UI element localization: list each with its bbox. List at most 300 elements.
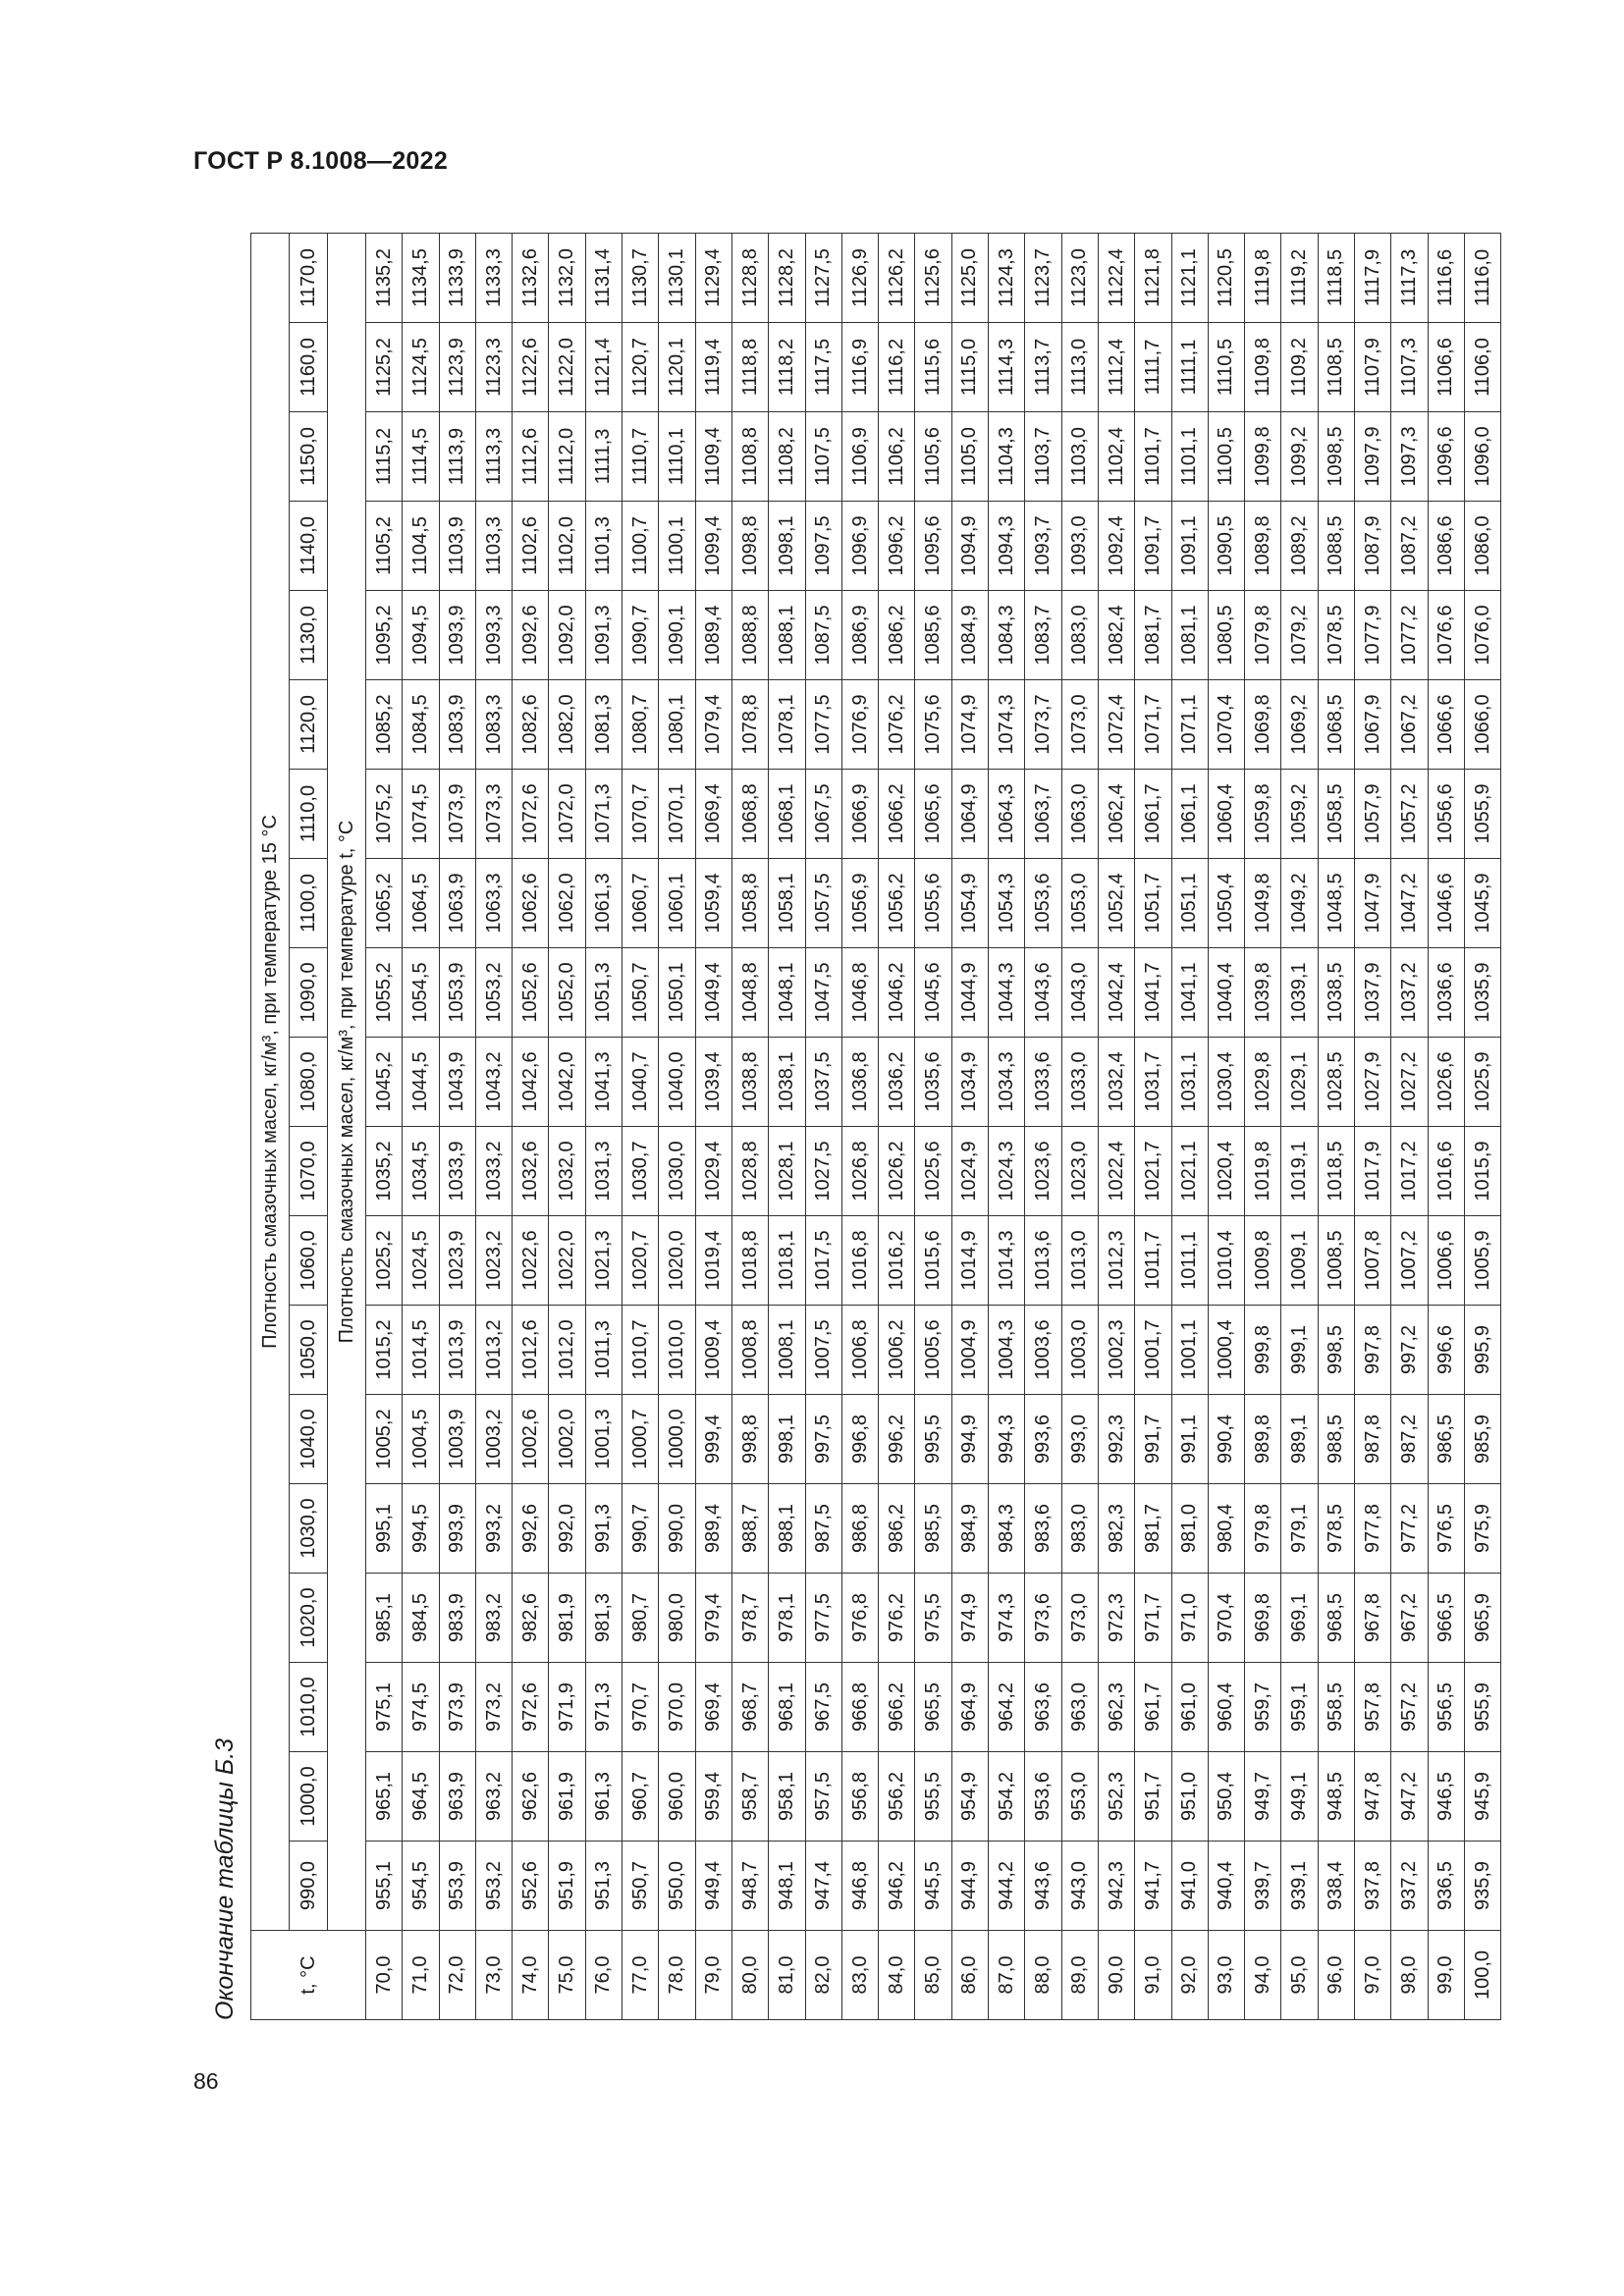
density-cell: 1002,0 — [549, 1395, 585, 1484]
density-cell: 975,9 — [1464, 1484, 1500, 1574]
density-cell: 1029,8 — [1245, 1038, 1281, 1127]
density-cell: 1072,0 — [549, 770, 585, 859]
density-cell: 1004,9 — [951, 1306, 988, 1395]
density-cell: 1055,2 — [366, 948, 403, 1038]
density-cell: 1076,9 — [841, 680, 878, 770]
density-cell: 1091,7 — [1135, 502, 1171, 591]
density-cell: 1036,2 — [879, 1038, 915, 1127]
density-cell: 947,4 — [805, 1842, 841, 1931]
density-cell: 986,8 — [841, 1484, 878, 1574]
density-cell: 1053,2 — [475, 948, 512, 1038]
density-cell: 1070,1 — [659, 770, 695, 859]
density-cell: 1003,2 — [475, 1395, 512, 1484]
density-cell: 992,3 — [1098, 1395, 1134, 1484]
density-cell: 987,2 — [1391, 1395, 1428, 1484]
density-cell: 1060,7 — [623, 859, 659, 948]
density-cell: 983,0 — [1061, 1484, 1098, 1574]
density-cell: 1053,9 — [439, 948, 475, 1038]
density-cell: 1016,8 — [841, 1216, 878, 1306]
density-cell: 999,4 — [695, 1395, 731, 1484]
density-cell: 1052,6 — [513, 948, 549, 1038]
density-cell: 1064,9 — [951, 770, 988, 859]
density-cell: 1090,7 — [623, 591, 659, 680]
density-cell: 1123,7 — [1025, 234, 1061, 323]
density-cell: 1044,5 — [403, 1038, 439, 1127]
density-cell: 1004,3 — [989, 1306, 1025, 1395]
density-cell: 968,1 — [769, 1663, 805, 1752]
density-cell: 1091,3 — [585, 591, 622, 680]
density-cell: 1119,8 — [1245, 234, 1281, 323]
density-cell: 1088,8 — [731, 591, 768, 680]
density-cell: 1064,3 — [989, 770, 1025, 859]
density-cell: 1112,0 — [549, 412, 585, 502]
density-cell: 1028,1 — [769, 1127, 805, 1216]
density-cell: 1066,6 — [1428, 680, 1464, 770]
density-cell: 1048,1 — [769, 948, 805, 1038]
density-cell: 1042,4 — [1098, 948, 1134, 1038]
density-cell: 982,6 — [513, 1574, 549, 1663]
table-row — [1245, 234, 1281, 2020]
density-cell: 985,1 — [366, 1574, 403, 1663]
density-cell: 1031,3 — [585, 1127, 622, 1216]
density-cell: 1128,2 — [769, 234, 805, 323]
density-cell: 1119,2 — [1281, 234, 1318, 323]
density-cell: 1112,4 — [1098, 323, 1134, 412]
density-cell: 1013,6 — [1025, 1216, 1061, 1306]
density-cell: 1113,3 — [475, 412, 512, 502]
density-cell: 1069,8 — [1245, 680, 1281, 770]
density-cell: 988,1 — [769, 1484, 805, 1574]
density-cell: 1006,2 — [879, 1306, 915, 1395]
density-cell: 1067,2 — [1391, 680, 1428, 770]
table-row — [1098, 234, 1134, 2020]
density-cell: 1078,5 — [1318, 591, 1354, 680]
density-cell: 1038,5 — [1318, 948, 1354, 1038]
density-cell: 1020,4 — [1208, 1127, 1244, 1216]
density-cell: 1109,8 — [1245, 323, 1281, 412]
density-cell: 969,4 — [695, 1663, 731, 1752]
density-cell: 1000,4 — [1208, 1306, 1244, 1395]
density-cell: 995,1 — [366, 1484, 403, 1574]
density-cell: 1088,5 — [1318, 502, 1354, 591]
table-row — [1355, 234, 1391, 2020]
density-cell: 1055,6 — [915, 859, 951, 948]
density-cell: 1104,5 — [403, 502, 439, 591]
density-cell: 1056,6 — [1428, 770, 1464, 859]
density-cell: 956,2 — [879, 1752, 915, 1842]
span-header-top: Плотность смазочных масел, кг/м³, при температуре 15 °С — [251, 234, 290, 1931]
density-cell: 1089,8 — [1245, 502, 1281, 591]
density-cell: 1110,5 — [1208, 323, 1244, 412]
temperature-cell: 90,0 — [1098, 1931, 1134, 2020]
density-cell: 1076,0 — [1464, 591, 1500, 680]
density-cell: 1040,0 — [659, 1038, 695, 1127]
table-row — [841, 234, 878, 2020]
density-cell: 1041,3 — [585, 1038, 622, 1127]
density-cell: 961,0 — [1171, 1663, 1208, 1752]
density-cell: 1110,1 — [659, 412, 695, 502]
density-cell: 1116,9 — [841, 323, 878, 412]
density-column-header: 1050,0 — [290, 1306, 328, 1395]
density-cell: 1013,0 — [1061, 1216, 1098, 1306]
density-cell: 1039,1 — [1281, 948, 1318, 1038]
density-cell: 1048,8 — [731, 948, 768, 1038]
density-cell: 959,7 — [1245, 1663, 1281, 1752]
density-cell: 1062,4 — [1098, 770, 1134, 859]
density-cell: 1075,6 — [915, 680, 951, 770]
density-cell: 1101,3 — [585, 502, 622, 591]
density-cell: 1121,4 — [585, 323, 622, 412]
density-cell: 986,5 — [1428, 1395, 1464, 1484]
density-cell: 1025,6 — [915, 1127, 951, 1216]
density-cell: 1025,9 — [1464, 1038, 1500, 1127]
density-cell: 1116,6 — [1428, 234, 1464, 323]
density-cell: 985,9 — [1464, 1395, 1500, 1484]
density-cell: 964,9 — [951, 1663, 988, 1752]
density-cell: 1133,9 — [439, 234, 475, 323]
density-cell: 1114,5 — [403, 412, 439, 502]
density-cell: 1059,2 — [1281, 770, 1318, 859]
density-cell: 973,9 — [439, 1663, 475, 1752]
temperature-cell: 77,0 — [623, 1931, 659, 2020]
density-cell: 1026,8 — [841, 1127, 878, 1216]
density-cell: 995,9 — [1464, 1306, 1500, 1395]
density-cell: 965,1 — [366, 1752, 403, 1842]
density-cell: 938,4 — [1318, 1842, 1354, 1931]
table-row — [1171, 234, 1208, 2020]
density-cell: 1097,9 — [1355, 412, 1391, 502]
density-cell: 1083,0 — [1061, 591, 1098, 680]
density-cell: 1018,8 — [731, 1216, 768, 1306]
density-cell: 1099,8 — [1245, 412, 1281, 502]
density-cell: 1095,6 — [915, 502, 951, 591]
density-cell: 967,8 — [1355, 1574, 1391, 1663]
density-cell: 1006,8 — [841, 1306, 878, 1395]
density-cell: 1056,9 — [841, 859, 878, 948]
density-cell: 1043,2 — [475, 1038, 512, 1127]
density-cell: 971,0 — [1171, 1574, 1208, 1663]
density-cell: 1049,2 — [1281, 859, 1318, 948]
density-cell: 1008,5 — [1318, 1216, 1354, 1306]
density-cell: 1108,5 — [1318, 323, 1354, 412]
density-cell: 1033,9 — [439, 1127, 475, 1216]
density-cell: 957,2 — [1391, 1663, 1428, 1752]
density-cell: 939,1 — [1281, 1842, 1318, 1931]
temperature-cell: 88,0 — [1025, 1931, 1061, 2020]
density-cell: 1032,6 — [513, 1127, 549, 1216]
density-cell: 1115,6 — [915, 323, 951, 412]
density-cell: 1001,3 — [585, 1395, 622, 1484]
table-row — [1135, 234, 1171, 2020]
density-cell: 975,5 — [915, 1574, 951, 1663]
density-cell: 1019,4 — [695, 1216, 731, 1306]
density-cell: 1123,0 — [1061, 234, 1098, 323]
density-cell: 1028,5 — [1318, 1038, 1354, 1127]
density-cell: 1042,6 — [513, 1038, 549, 1127]
density-cell: 1118,5 — [1318, 234, 1354, 323]
table-caption: Окончание таблицы Б.3 — [211, 1738, 239, 2020]
density-cell: 1097,3 — [1391, 412, 1428, 502]
density-cell: 971,7 — [1135, 1574, 1171, 1663]
density-cell: 993,9 — [439, 1484, 475, 1574]
density-cell: 1082,0 — [549, 680, 585, 770]
density-cell: 1058,8 — [731, 859, 768, 948]
density-cell: 1041,7 — [1135, 948, 1171, 1038]
density-cell: 1065,2 — [366, 859, 403, 948]
table-row — [879, 234, 915, 2020]
density-cell: 1036,8 — [841, 1038, 878, 1127]
density-cell: 1096,2 — [879, 502, 915, 591]
density-cell: 941,7 — [1135, 1842, 1171, 1931]
density-cell: 1034,5 — [403, 1127, 439, 1216]
density-cell: 1109,2 — [1281, 323, 1318, 412]
density-cell: 1040,7 — [623, 1038, 659, 1127]
density-cell: 1011,7 — [1135, 1216, 1171, 1306]
density-cell: 1098,1 — [769, 502, 805, 591]
density-cell: 969,1 — [1281, 1574, 1318, 1663]
density-cell: 1075,2 — [366, 770, 403, 859]
density-cell: 1072,6 — [513, 770, 549, 859]
density-cell: 1102,0 — [549, 502, 585, 591]
density-cell: 1026,2 — [879, 1127, 915, 1216]
density-cell: 1043,0 — [1061, 948, 1098, 1038]
density-cell: 1000,0 — [659, 1395, 695, 1484]
density-cell: 1115,0 — [951, 323, 988, 412]
density-column-header: 1000,0 — [290, 1752, 328, 1842]
page-number: 86 — [193, 2068, 219, 2094]
density-cell: 950,0 — [659, 1842, 695, 1931]
density-cell: 941,0 — [1171, 1842, 1208, 1931]
density-cell: 1079,2 — [1281, 591, 1318, 680]
density-cell: 1080,1 — [659, 680, 695, 770]
density-cell: 1104,3 — [989, 412, 1025, 502]
density-cell: 982,3 — [1098, 1484, 1134, 1574]
density-cell: 1118,2 — [769, 323, 805, 412]
density-cell: 1009,4 — [695, 1306, 731, 1395]
density-cell: 1000,7 — [623, 1395, 659, 1484]
density-cell: 1007,2 — [1391, 1216, 1428, 1306]
density-cell: 1081,7 — [1135, 591, 1171, 680]
density-cell: 963,0 — [1061, 1663, 1098, 1752]
temperature-cell: 100,0 — [1464, 1931, 1500, 2020]
density-cell: 1094,9 — [951, 502, 988, 591]
density-cell: 1113,7 — [1025, 323, 1061, 412]
density-cell: 1132,6 — [513, 234, 549, 323]
density-cell: 1099,4 — [695, 502, 731, 591]
density-cell: 1009,1 — [1281, 1216, 1318, 1306]
density-cell: 1076,2 — [879, 680, 915, 770]
density-cell: 991,7 — [1135, 1395, 1171, 1484]
density-cell: 964,5 — [403, 1752, 439, 1842]
density-cell: 1084,9 — [951, 591, 988, 680]
density-cell: 1120,5 — [1208, 234, 1244, 323]
density-cell: 937,2 — [1391, 1842, 1428, 1931]
density-cell: 1083,7 — [1025, 591, 1061, 680]
density-cell: 944,2 — [989, 1842, 1025, 1931]
density-cell: 1035,9 — [1464, 948, 1500, 1038]
density-cell: 1013,2 — [475, 1306, 512, 1395]
density-cell: 1071,3 — [585, 770, 622, 859]
density-cell: 951,3 — [585, 1842, 622, 1931]
density-cell: 1087,9 — [1355, 502, 1391, 591]
table-row — [769, 234, 805, 2020]
density-cell: 1046,2 — [879, 948, 915, 1038]
density-cell: 1070,4 — [1208, 680, 1244, 770]
density-cell: 1047,2 — [1391, 859, 1428, 948]
density-cell: 1022,6 — [513, 1216, 549, 1306]
temperature-cell: 80,0 — [731, 1931, 768, 2020]
density-cell: 1021,3 — [585, 1216, 622, 1306]
density-cell: 1105,2 — [366, 502, 403, 591]
density-cell: 983,9 — [439, 1574, 475, 1663]
table-row — [659, 234, 695, 2020]
density-cell: 1074,3 — [989, 680, 1025, 770]
table-row — [439, 234, 475, 2020]
table-row — [1318, 234, 1354, 2020]
density-cell: 1100,1 — [659, 502, 695, 591]
density-cell: 1023,6 — [1025, 1127, 1061, 1216]
table-body — [366, 234, 1501, 2020]
density-cell: 1100,7 — [623, 502, 659, 591]
density-cell: 1105,0 — [951, 412, 988, 502]
density-cell: 1067,9 — [1355, 680, 1391, 770]
density-cell: 955,1 — [366, 1842, 403, 1931]
density-cell: 1051,1 — [1171, 859, 1208, 948]
density-cell: 973,6 — [1025, 1574, 1061, 1663]
density-cell: 1003,9 — [439, 1395, 475, 1484]
density-cell: 1098,8 — [731, 502, 768, 591]
density-cell: 1035,2 — [366, 1127, 403, 1216]
density-cell: 1045,6 — [915, 948, 951, 1038]
density-cell: 979,8 — [1245, 1484, 1281, 1574]
density-cell: 1024,3 — [989, 1127, 1025, 1216]
density-cell: 1023,9 — [439, 1216, 475, 1306]
density-cell: 969,8 — [1245, 1574, 1281, 1663]
density-cell: 1089,4 — [695, 591, 731, 680]
density-cell: 1124,3 — [989, 234, 1025, 323]
density-cell: 1061,1 — [1171, 770, 1208, 859]
density-cell: 1101,7 — [1135, 412, 1171, 502]
density-cell: 1021,7 — [1135, 1127, 1171, 1216]
temperature-cell: 94,0 — [1245, 1931, 1281, 2020]
temperature-cell: 86,0 — [951, 1931, 988, 2020]
density-cell: 1081,1 — [1171, 591, 1208, 680]
density-cell: 1015,6 — [915, 1216, 951, 1306]
density-cell: 1016,6 — [1428, 1127, 1464, 1216]
density-cell: 1002,3 — [1098, 1306, 1134, 1395]
density-cell: 972,3 — [1098, 1574, 1134, 1663]
density-cell: 990,4 — [1208, 1395, 1244, 1484]
density-cell: 945,9 — [1464, 1752, 1500, 1842]
density-cell: 949,7 — [1245, 1752, 1281, 1842]
rotated-table-block — [211, 224, 1566, 2020]
density-cell: 1122,4 — [1098, 234, 1134, 323]
density-cell: 1121,1 — [1171, 234, 1208, 323]
density-cell: 946,5 — [1428, 1752, 1464, 1842]
density-cell: 1068,8 — [731, 770, 768, 859]
density-cell: 955,9 — [1464, 1663, 1500, 1752]
density-cell: 1045,9 — [1464, 859, 1500, 948]
density-cell: 1084,5 — [403, 680, 439, 770]
density-cell: 1078,1 — [769, 680, 805, 770]
density-cell: 948,1 — [769, 1842, 805, 1931]
density-cell: 1044,9 — [951, 948, 988, 1038]
density-cell: 1050,7 — [623, 948, 659, 1038]
density-cell: 1018,5 — [1318, 1127, 1354, 1216]
density-cell: 984,3 — [989, 1484, 1025, 1574]
density-cell: 992,0 — [549, 1484, 585, 1574]
density-cell: 959,4 — [695, 1752, 731, 1842]
density-cell: 999,8 — [1245, 1306, 1281, 1395]
density-cell: 943,0 — [1061, 1842, 1098, 1931]
density-cell: 961,3 — [585, 1752, 622, 1842]
density-cell: 1111,1 — [1171, 323, 1208, 412]
density-cell: 1073,3 — [475, 770, 512, 859]
density-cell: 1041,1 — [1171, 948, 1208, 1038]
table-row — [1208, 234, 1244, 2020]
density-cell: 1038,8 — [731, 1038, 768, 1127]
temperature-cell: 81,0 — [769, 1931, 805, 2020]
density-cell: 976,8 — [841, 1574, 878, 1663]
density-cell: 1011,1 — [1171, 1216, 1208, 1306]
density-cell: 1049,4 — [695, 948, 731, 1038]
density-cell: 1108,8 — [731, 412, 768, 502]
density-cell: 968,5 — [1318, 1574, 1354, 1663]
density-cell: 1083,9 — [439, 680, 475, 770]
density-cell: 1052,0 — [549, 948, 585, 1038]
density-cell: 1063,3 — [475, 859, 512, 948]
density-cell: 977,2 — [1391, 1484, 1428, 1574]
density-cell: 1123,3 — [475, 323, 512, 412]
density-cell: 1003,0 — [1061, 1306, 1098, 1395]
density-cell: 954,2 — [989, 1752, 1025, 1842]
density-cell: 961,9 — [549, 1752, 585, 1842]
density-column-header: 1040,0 — [290, 1395, 328, 1484]
density-cell: 1024,9 — [951, 1127, 988, 1216]
density-cell: 1099,2 — [1281, 412, 1318, 502]
density-column-header: 1100,0 — [290, 859, 328, 948]
density-cell: 946,2 — [879, 1842, 915, 1931]
density-cell: 980,0 — [659, 1574, 695, 1663]
density-cell: 1031,7 — [1135, 1038, 1171, 1127]
density-cell: 1096,6 — [1428, 412, 1464, 502]
density-cell: 1029,4 — [695, 1127, 731, 1216]
density-cell: 998,5 — [1318, 1306, 1354, 1395]
density-cell: 1106,2 — [879, 412, 915, 502]
density-cell: 1051,7 — [1135, 859, 1171, 948]
density-cell: 964,2 — [989, 1663, 1025, 1752]
temperature-cell: 82,0 — [805, 1931, 841, 2020]
density-cell: 1090,1 — [659, 591, 695, 680]
density-cell: 1126,2 — [879, 234, 915, 323]
density-column-headers — [290, 234, 328, 2020]
table-row — [1464, 234, 1500, 2020]
density-cell: 944,9 — [951, 1842, 988, 1931]
density-cell: 948,7 — [731, 1842, 768, 1931]
density-cell: 949,4 — [695, 1842, 731, 1931]
density-cell: 953,9 — [439, 1842, 475, 1931]
density-cell: 983,6 — [1025, 1484, 1061, 1574]
density-cell: 993,0 — [1061, 1395, 1098, 1484]
density-cell: 1008,8 — [731, 1306, 768, 1395]
density-cell: 945,5 — [915, 1842, 951, 1931]
density-cell: 1052,4 — [1098, 859, 1134, 948]
density-column-header: 1140,0 — [290, 502, 328, 591]
density-cell: 1060,4 — [1208, 770, 1244, 859]
density-cell: 978,1 — [769, 1574, 805, 1663]
density-cell: 1017,2 — [1391, 1127, 1428, 1216]
density-column-header: 1060,0 — [290, 1216, 328, 1306]
